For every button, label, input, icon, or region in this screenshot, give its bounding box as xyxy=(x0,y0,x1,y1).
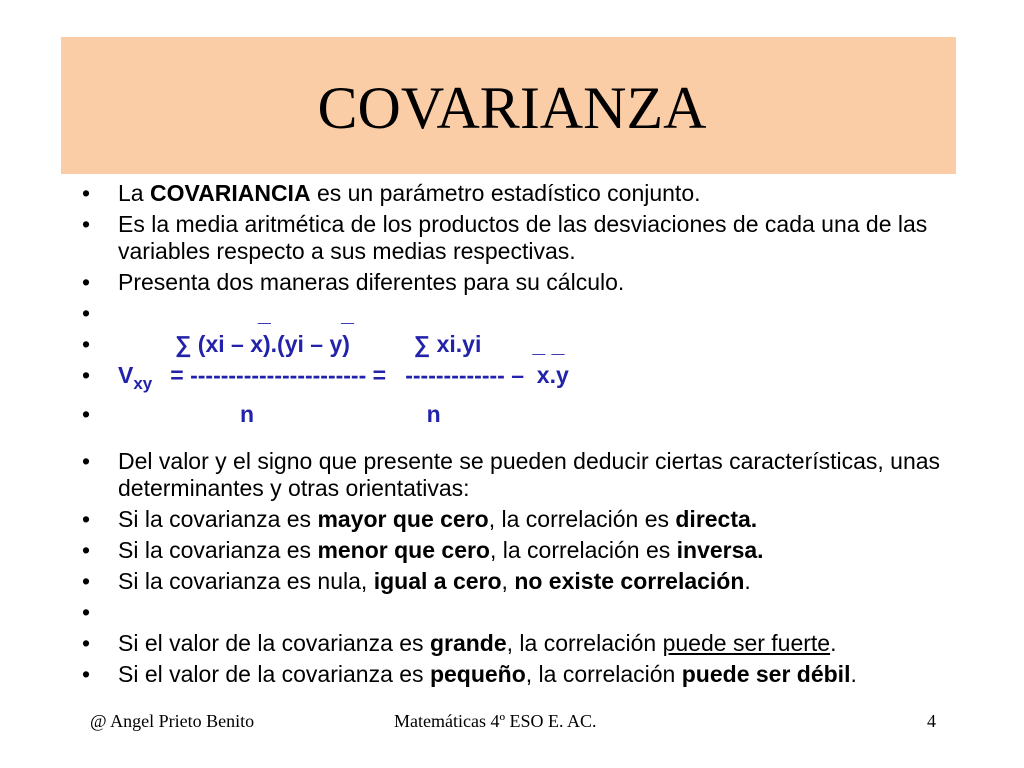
list-item xyxy=(70,362,950,397)
list-item xyxy=(70,331,950,358)
formula-equals: = ----------------------- = ------------- – x.y xyxy=(170,362,569,388)
formula-main xyxy=(118,362,569,393)
bullet-icon: • xyxy=(82,506,91,532)
bullet-icon: • xyxy=(82,401,91,427)
list-item xyxy=(70,630,950,657)
list-item xyxy=(70,269,950,296)
bullet-icon: • xyxy=(82,331,91,357)
page-number: 4 xyxy=(927,711,936,731)
text-bold: inversa. xyxy=(676,537,764,563)
text: . xyxy=(830,630,837,656)
bullet-icon: • xyxy=(82,630,91,656)
text: , la correlación es xyxy=(489,537,677,563)
text-bold: COVARIANCIA xyxy=(149,180,311,206)
text: , la correlación es xyxy=(488,506,676,532)
bullet-icon: • xyxy=(82,568,91,594)
bullet-list xyxy=(70,180,950,692)
bullet-icon: • xyxy=(82,211,91,237)
list-item xyxy=(70,448,950,502)
text: Si la covarianza es xyxy=(118,537,318,563)
slide-title: COVARIANZA xyxy=(317,75,707,141)
text-bold: igual a cero xyxy=(373,568,502,594)
text-bold: grande xyxy=(429,630,507,656)
formula-subscript: xy xyxy=(133,374,153,393)
text-bold: directa. xyxy=(675,506,758,532)
text: Del valor y el signo que presente se pueden deducir ciertas características, unas determinantes y otras orientativas: xyxy=(118,448,941,501)
text-bold: mayor que cero xyxy=(317,506,489,532)
footer-course: Matemáticas 4º ESO E. AC. xyxy=(394,711,597,731)
text-bold: menor que cero xyxy=(317,537,490,563)
text: , xyxy=(501,568,515,594)
bullet-icon: • xyxy=(82,362,91,388)
list-item xyxy=(70,661,950,688)
text: . xyxy=(744,568,751,594)
bullet-icon: • xyxy=(82,448,91,474)
list-item xyxy=(70,300,950,327)
formula-bars: _ _ xyxy=(258,300,354,326)
formula-denominator: n n xyxy=(240,401,441,427)
text: . xyxy=(850,661,857,687)
formula-variable: V xyxy=(118,362,134,388)
text-bold: puede ser débil xyxy=(681,661,851,687)
bullet-icon: • xyxy=(82,537,91,563)
bullet-icon: • xyxy=(82,180,91,206)
bullet-icon: • xyxy=(82,661,91,687)
text-bold: no existe correlación xyxy=(514,568,745,594)
bullet-icon: • xyxy=(82,599,91,625)
list-item xyxy=(70,506,950,533)
text-bold: pequeño xyxy=(429,661,526,687)
text: Si la covarianza es xyxy=(118,506,318,532)
text-underlined: puede ser fuerte xyxy=(662,630,831,656)
bullet-icon: • xyxy=(82,269,91,295)
text: Si la covarianza es nula, xyxy=(118,568,374,594)
text: Si el valor de la covarianza es xyxy=(118,630,430,656)
formula-numerator: ∑ (xi – x).(yi – y) ∑ xi.yi _ _ xyxy=(175,331,565,357)
list-item xyxy=(70,211,950,265)
bullet-icon: • xyxy=(82,300,91,326)
text: , la correlación xyxy=(525,661,682,687)
list-item xyxy=(70,180,950,207)
list-item xyxy=(70,537,950,564)
text: Presenta dos maneras diferentes para su cálculo. xyxy=(118,269,625,295)
text: Si el valor de la covarianza es xyxy=(118,661,430,687)
text: Es la media aritmética de los productos de las desviaciones de cada una de las variables respecto a sus medias respectivas. xyxy=(118,211,928,264)
list-item xyxy=(70,568,950,595)
text: La xyxy=(118,180,150,206)
text: , la correlación xyxy=(506,630,663,656)
text: es un parámetro estadístico conjunto. xyxy=(310,180,701,206)
footer-author: @ Angel Prieto Benito xyxy=(90,711,255,731)
list-item xyxy=(70,401,950,428)
list-item xyxy=(70,599,950,626)
